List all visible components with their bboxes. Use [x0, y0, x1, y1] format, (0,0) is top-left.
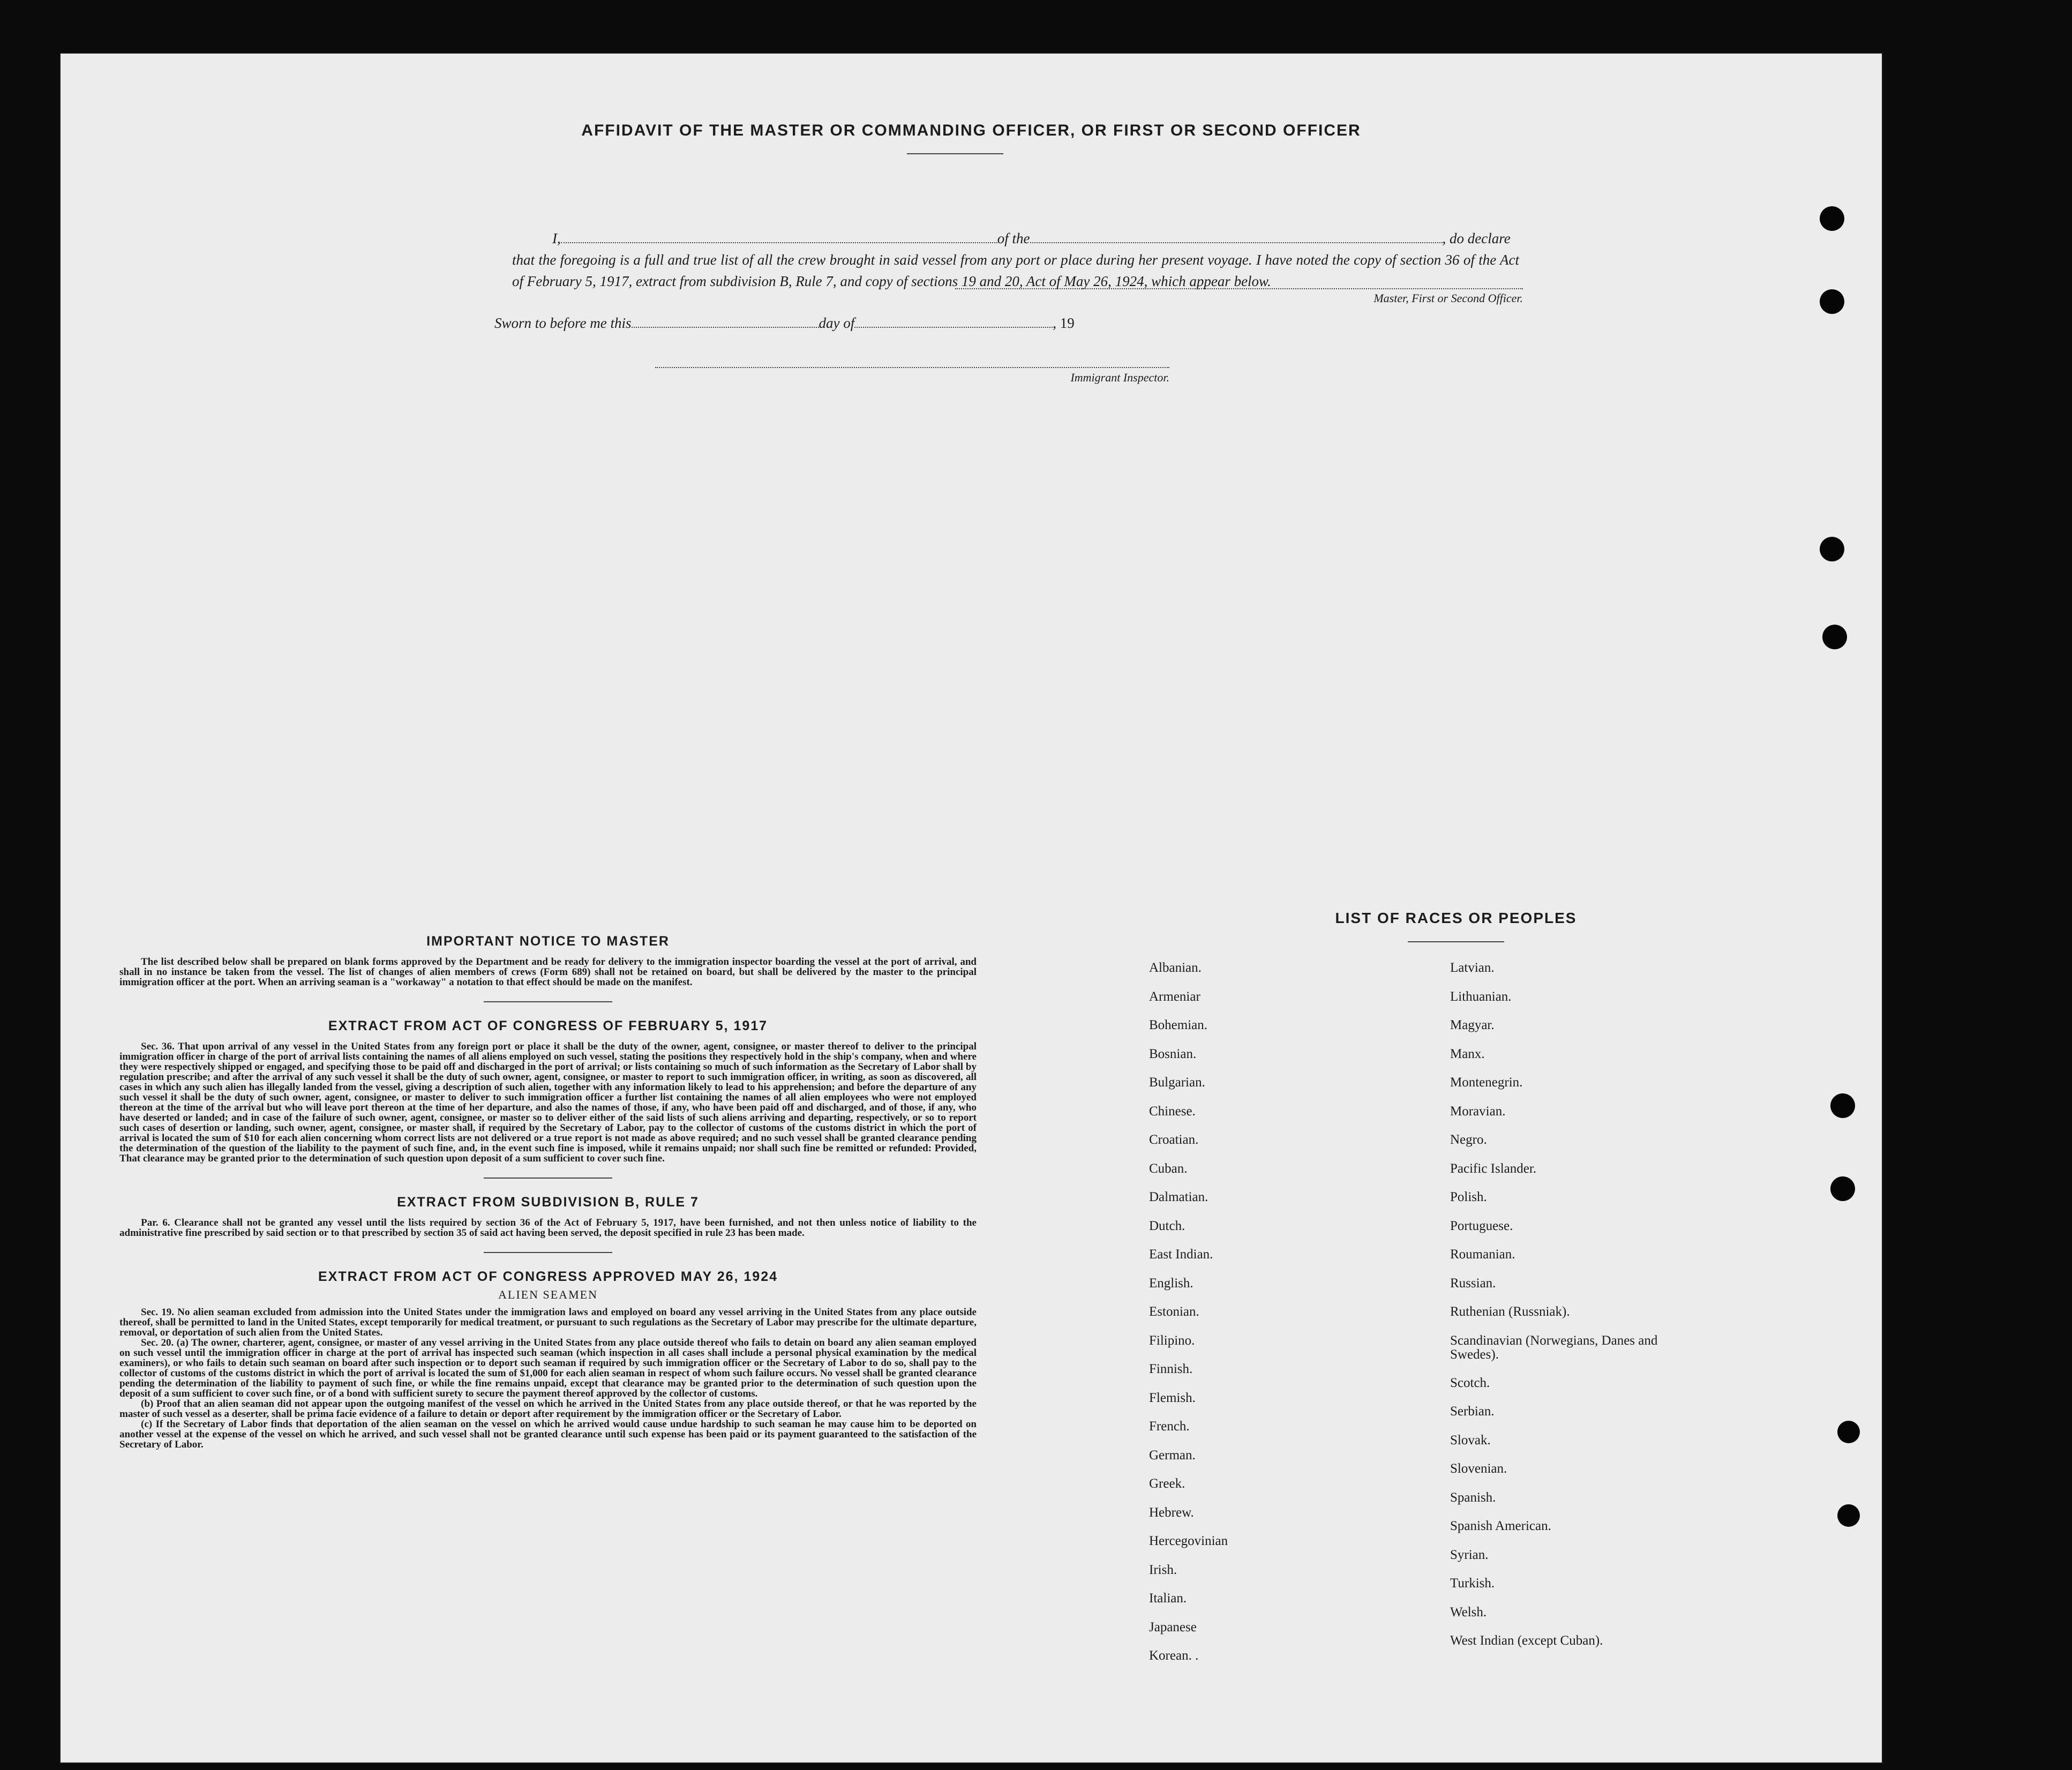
- race-item: Estonian.: [1149, 1304, 1199, 1319]
- binder-hole: [1820, 537, 1844, 561]
- year-label: , 19: [1053, 315, 1075, 331]
- affidavit-do-declare: , do declare: [1442, 230, 1511, 246]
- master-signature-line: [955, 288, 1523, 289]
- race-item: Albanian.: [1149, 961, 1202, 975]
- race-item: Japanese: [1149, 1619, 1197, 1634]
- race-item: Hebrew.: [1149, 1505, 1194, 1520]
- races-right-column: [1450, 954, 1659, 1655]
- race-item: Korean. .: [1149, 1648, 1199, 1663]
- race-item: Armeniar: [1149, 989, 1200, 1004]
- race-item: Hercegovinian: [1149, 1534, 1228, 1548]
- affidavit-body: that the foregoing is a full and true list of all the crew brought in said vessel from any port or place during her present voyage. I have noted the copy of section 36 of the Act of February 5, 1917, extract from subdivision B, Rule 7, and copy of sections 19 and 20, Act of May 26, 1924, which appear below.: [512, 252, 1519, 289]
- sec20b-paragraph: (b) Proof that an alien seaman did not appear upon the outgoing manifest of the vessel on which he arrived in the United States from any place outside thereof, or that he was reported by the master of such vessel as a deserter, shall be prima facie evidence of a failure to detain or deport after requirement by the immigration officer or the Secretary of Labor.: [119, 1398, 977, 1420]
- extract-1924-subtitle: ALIEN SEAMEN: [498, 1288, 598, 1301]
- affidavit-text: [512, 228, 1519, 292]
- divider: [484, 1252, 612, 1253]
- race-item: Filipino.: [1149, 1333, 1195, 1348]
- race-item: Roumanian.: [1450, 1247, 1515, 1262]
- race-item: Scandinavian (Norwegians, Danes and Swedes).: [1450, 1333, 1658, 1362]
- extract-1917-title: EXTRACT FROM ACT OF CONGRESS OF FEBRUARY 5, 1917: [328, 1018, 768, 1033]
- race-item: Cuban.: [1149, 1161, 1188, 1176]
- race-item: Chinese.: [1149, 1104, 1196, 1119]
- race-item: Dalmatian.: [1149, 1190, 1208, 1204]
- race-item: Bohemian.: [1149, 1018, 1208, 1032]
- divider: [484, 1178, 612, 1179]
- race-item: Latvian.: [1450, 961, 1495, 975]
- race-item: Scotch.: [1450, 1375, 1490, 1390]
- race-item: Polish.: [1450, 1190, 1487, 1204]
- notice-title: IMPORTANT NOTICE TO MASTER: [426, 934, 670, 949]
- notice-body: The list described below shall be prepared on blank forms approved by the Department and be ready for delivery to the immigration inspector boarding the vessel at the port of arrival, and shall in no instance be taken from the vessel. The list of changes of alien members of crews (Form 689) shall not be retained on board, but shall be delivered by the master to the principal immigration officer at the port. When an arriving seaman is a "workaway" a notation to that effect should be made on the manifest.: [119, 956, 977, 988]
- binder-hole: [1822, 625, 1847, 649]
- divider: [1408, 941, 1504, 942]
- extract-1924-title: EXTRACT FROM ACT OF CONGRESS APPROVED MAY 26, 1924: [318, 1269, 778, 1284]
- race-item: French.: [1149, 1419, 1190, 1434]
- race-item: Italian.: [1149, 1591, 1187, 1606]
- race-item: Turkish.: [1450, 1576, 1495, 1591]
- divider: [484, 1001, 612, 1002]
- race-item: Greek.: [1149, 1476, 1185, 1491]
- race-item: Syrian.: [1450, 1547, 1489, 1562]
- vessel-blank: [1030, 242, 1443, 243]
- race-item: Croatian.: [1149, 1132, 1199, 1147]
- race-item: Slovak.: [1450, 1432, 1491, 1448]
- race-item: Bulgarian.: [1149, 1075, 1205, 1090]
- race-item: Montenegrin.: [1450, 1075, 1523, 1090]
- affidavit-of-the: of the: [997, 230, 1030, 246]
- race-item: Pacific Islander.: [1450, 1161, 1537, 1176]
- legal-column: [119, 934, 977, 1450]
- race-item: Welsh.: [1450, 1604, 1487, 1619]
- document-page: [61, 54, 1882, 1762]
- race-item: Moravian.: [1450, 1104, 1506, 1119]
- race-item: Ruthenian (Russniak).: [1450, 1304, 1570, 1319]
- sec19-paragraph: Sec. 19. No alien seaman excluded from admission into the United States under the immigration laws and employed on board any vessel arriving in the United States from any place outside thereof, shall be permitted to land in the United States, except temporarily for medical treatment, or pursuant to such regulations as the Secretary of Labor may prescribe for the ultimate departure, removal, or deportation of such alien from the United States.: [119, 1307, 977, 1338]
- race-item: German.: [1149, 1448, 1196, 1462]
- name-blank: [561, 242, 997, 243]
- day-of-label: day of: [819, 315, 855, 331]
- race-item: Serbian.: [1450, 1404, 1495, 1419]
- binder-hole: [1837, 1504, 1860, 1527]
- binder-hole: [1830, 1176, 1855, 1201]
- race-item: Flemish.: [1149, 1390, 1196, 1405]
- binder-hole: [1820, 206, 1844, 231]
- inspector-signature-label: Immigrant Inspector.: [1070, 371, 1169, 384]
- rule7-body: Par. 6. Clearance shall not be granted any vessel until the lists required by section 36 of the Act of February 5, 1917, have been furnished, and not then unless notice of liability to the administrative fine prescribed by said section or to that prescribed by section 35 of said act having been served, the deposit specified in rule 23 has been made.: [119, 1217, 977, 1239]
- sworn-day-blank: [632, 327, 819, 328]
- binder-hole: [1837, 1421, 1860, 1443]
- race-item: Manx.: [1450, 1046, 1485, 1061]
- sec20c-paragraph: (c) If the Secretary of Labor finds that deportation of the alien seaman on the vessel on which he arrived would cause undue hardship to such seaman he may cause him to be deported on another vessel at the expense of the vessel on which he arrived, and such vessel shall not be granted clearance until such expense has been paid or its payment guaranteed to the satisfaction of the Secretary of Labor.: [119, 1419, 977, 1450]
- extract-1917-body: Sec. 36. That upon arrival of any vessel in the United States from any foreign port or place it shall be the duty of the owner, agent, consignee, or master thereof to deliver to the principal immigration officer in charge of the port of arrival lists containing the names of all aliens employed on such vessel, stating the positions they respectively hold in the ship's company, when and where they were respectively shipped or engaged, and specifying those to be paid off and discharged in the port of arrival; or lists containing so much of such information as the Secretary of Labor shall by regulation prescribe; and after the arrival of any such vessel it shall be the duty of such owner, agent, consignee, or master to report to such immigration officer, in writing, as soon as discovered, all cases in which any such alien has illegally landed from the vessel, giving a description of such alien, together with any information likely to lead to his apprehension; and before the departure of any such vessel it shall be the duty of such owner, agent, consignee, or master to deliver to such immigration officer a further list containing the names of all alien employees who were not employed thereon at the time of the arrival but who will leave port thereon at the time of her departure, and also the names of those, if any, who have been paid off and discharged, and of those, if any, who have deserted or landed; and in case of the failure of such owner, agent, consignee, or master so to deliver either of the said lists of such aliens arriving and departing, respectively, or so to report such cases of desertion or landing, such owner, agent, consignee, or master shall, if required by the Secretary of Labor, pay to the collector of customs of the customs district in which the port of arrival is located the sum of $10 for each alien concerning whom correct lists are not delivered or a true report is not made as above required; and no such vessel shall be granted clearance pending the determination of the question of the liability to the payment of such fine, and, in the event such fine is imposed, while it remains unpaid; nor shall such fine be remitted or refunded: Provided, That clearance may be granted prior to the determination of such question upon deposit of a sum sufficient to cover such fine.: [119, 1041, 977, 1164]
- race-item: Bosnian.: [1149, 1046, 1197, 1061]
- race-item: Negro.: [1450, 1132, 1487, 1147]
- sworn-line: [494, 315, 1075, 332]
- race-item: Finnish.: [1149, 1362, 1193, 1376]
- race-item: East Indian.: [1149, 1247, 1213, 1262]
- rule7-title: EXTRACT FROM SUBDIVISION B, RULE 7: [397, 1195, 699, 1210]
- race-item: Magyar.: [1450, 1018, 1495, 1032]
- race-item: West Indian (except Cuban).: [1450, 1633, 1603, 1648]
- race-item: Lithuanian.: [1450, 989, 1512, 1004]
- races-title: LIST OF RACES OR PEOPLES: [1335, 910, 1577, 926]
- race-item: Dutch.: [1149, 1218, 1185, 1233]
- race-item: Russian.: [1450, 1276, 1496, 1291]
- race-item: Irish.: [1149, 1562, 1177, 1577]
- race-item: Portuguese.: [1450, 1218, 1513, 1233]
- races-left-column: [1149, 954, 1228, 1670]
- binder-hole: [1820, 289, 1844, 314]
- binder-hole: [1830, 1093, 1855, 1118]
- divider: [907, 153, 1003, 154]
- sec20a-paragraph: Sec. 20. (a) The owner, charterer, agent, consignee, or master of any vessel arriving in the United States from any place outside thereof who fails to detain on board any alien seaman employed on such vessel until the immigration officer in charge at the port of arrival has inspected such seaman (which inspection in all cases shall include a personal physical examination by the medical examiners), or who fails to detain such seaman on board after such inspection or to deport such seaman if required by such immigration officer or the Secretary of Labor to do so, shall pay to the collector of customs of the customs district in which the port of arrival is located the sum of $1,000 for each alien seaman in respect of whom such failure occurs. No vessel shall be granted clearance pending the determination of the liability to payment of such fine, or while the fine remains unpaid, except that clearance may be granted prior to the determination of such question upon the deposit of a sum sufficient to cover such fine, or of a bond with sufficient surety to secure the payment thereof approved by the collector of customs.: [119, 1337, 977, 1399]
- race-item: Spanish.: [1450, 1490, 1496, 1505]
- race-item: Slovenian.: [1450, 1461, 1507, 1476]
- affidavit-i-label: I,: [552, 230, 561, 246]
- inspector-signature-line: [655, 367, 1169, 368]
- race-item: Spanish American.: [1450, 1519, 1551, 1533]
- master-signature-label: Master, First or Second Officer.: [1373, 291, 1523, 305]
- affidavit-title: AFFIDAVIT OF THE MASTER OR COMMANDING OFFICER, OR FIRST OR SECOND OFFICER: [581, 122, 1361, 139]
- race-item: English.: [1149, 1276, 1193, 1291]
- sworn-month-blank: [854, 327, 1053, 328]
- sworn-label: Sworn to before me this: [494, 315, 632, 331]
